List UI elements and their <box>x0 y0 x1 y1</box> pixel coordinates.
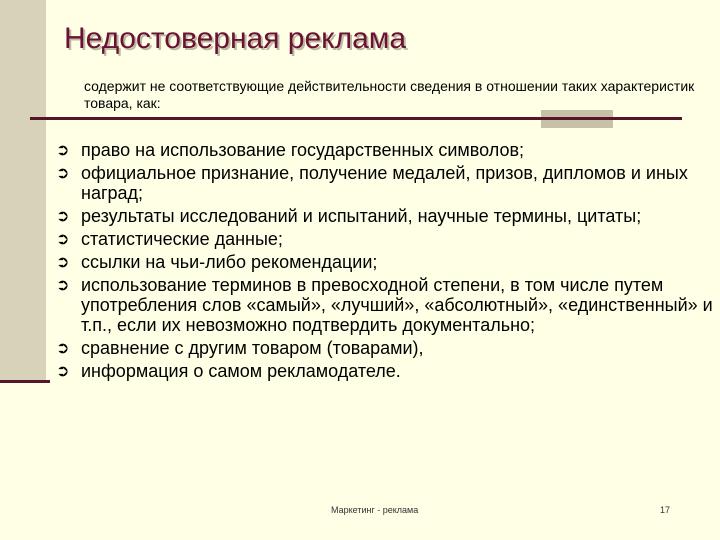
bullet-text: право на использование государственных символов; <box>81 140 525 160</box>
arrow-bullet-icon: ➲ <box>56 208 70 225</box>
arrow-bullet-icon: ➲ <box>56 363 70 380</box>
bullet-item <box>56 140 716 160</box>
slide-subtitle: содержит не соответствующие действительности сведения в отношении таких характеристик товара, как: <box>84 78 695 111</box>
bullet-list <box>56 140 716 384</box>
footer-text: Маркетинг - реклама <box>331 505 419 515</box>
bullet-item <box>56 361 716 381</box>
bullet-text: официальное признание, получение медалей, призов, дипломов и иных наград; <box>81 163 688 203</box>
arrow-bullet-icon: ➲ <box>56 165 70 182</box>
bullet-text: использование терминов в превосходной степени, в том числе путем употребления слов «самый», «лучший», «абсолютный», «единственный» и т.п., если их невозможно подтвердить документально; <box>81 275 713 335</box>
arrow-bullet-icon: ➲ <box>56 277 70 294</box>
bullet-text: информация о самом рекламодателе. <box>81 361 401 381</box>
bullet-item <box>56 206 716 226</box>
page-number: 17 <box>660 505 671 515</box>
bullet-item <box>56 252 716 272</box>
slide-title: Недостоверная реклама <box>64 22 407 55</box>
bullet-item <box>56 275 716 335</box>
side-rule <box>0 380 50 383</box>
arrow-bullet-icon: ➲ <box>56 340 70 357</box>
bullet-item <box>56 163 716 203</box>
side-bar <box>0 0 46 380</box>
bullet-text: статистические данные; <box>81 229 283 249</box>
bullet-item <box>56 229 716 249</box>
bullet-text: результаты исследований и испытаний, научные термины, цитаты; <box>81 206 642 226</box>
header-rule <box>30 117 682 120</box>
bullet-text: ссылки на чьи-либо рекомендации; <box>81 252 378 272</box>
bullet-text: сравнение с другим товаром (товарами), <box>81 338 424 358</box>
arrow-bullet-icon: ➲ <box>56 231 70 248</box>
bullet-item <box>56 338 716 358</box>
arrow-bullet-icon: ➲ <box>56 254 70 271</box>
arrow-bullet-icon: ➲ <box>56 142 70 159</box>
